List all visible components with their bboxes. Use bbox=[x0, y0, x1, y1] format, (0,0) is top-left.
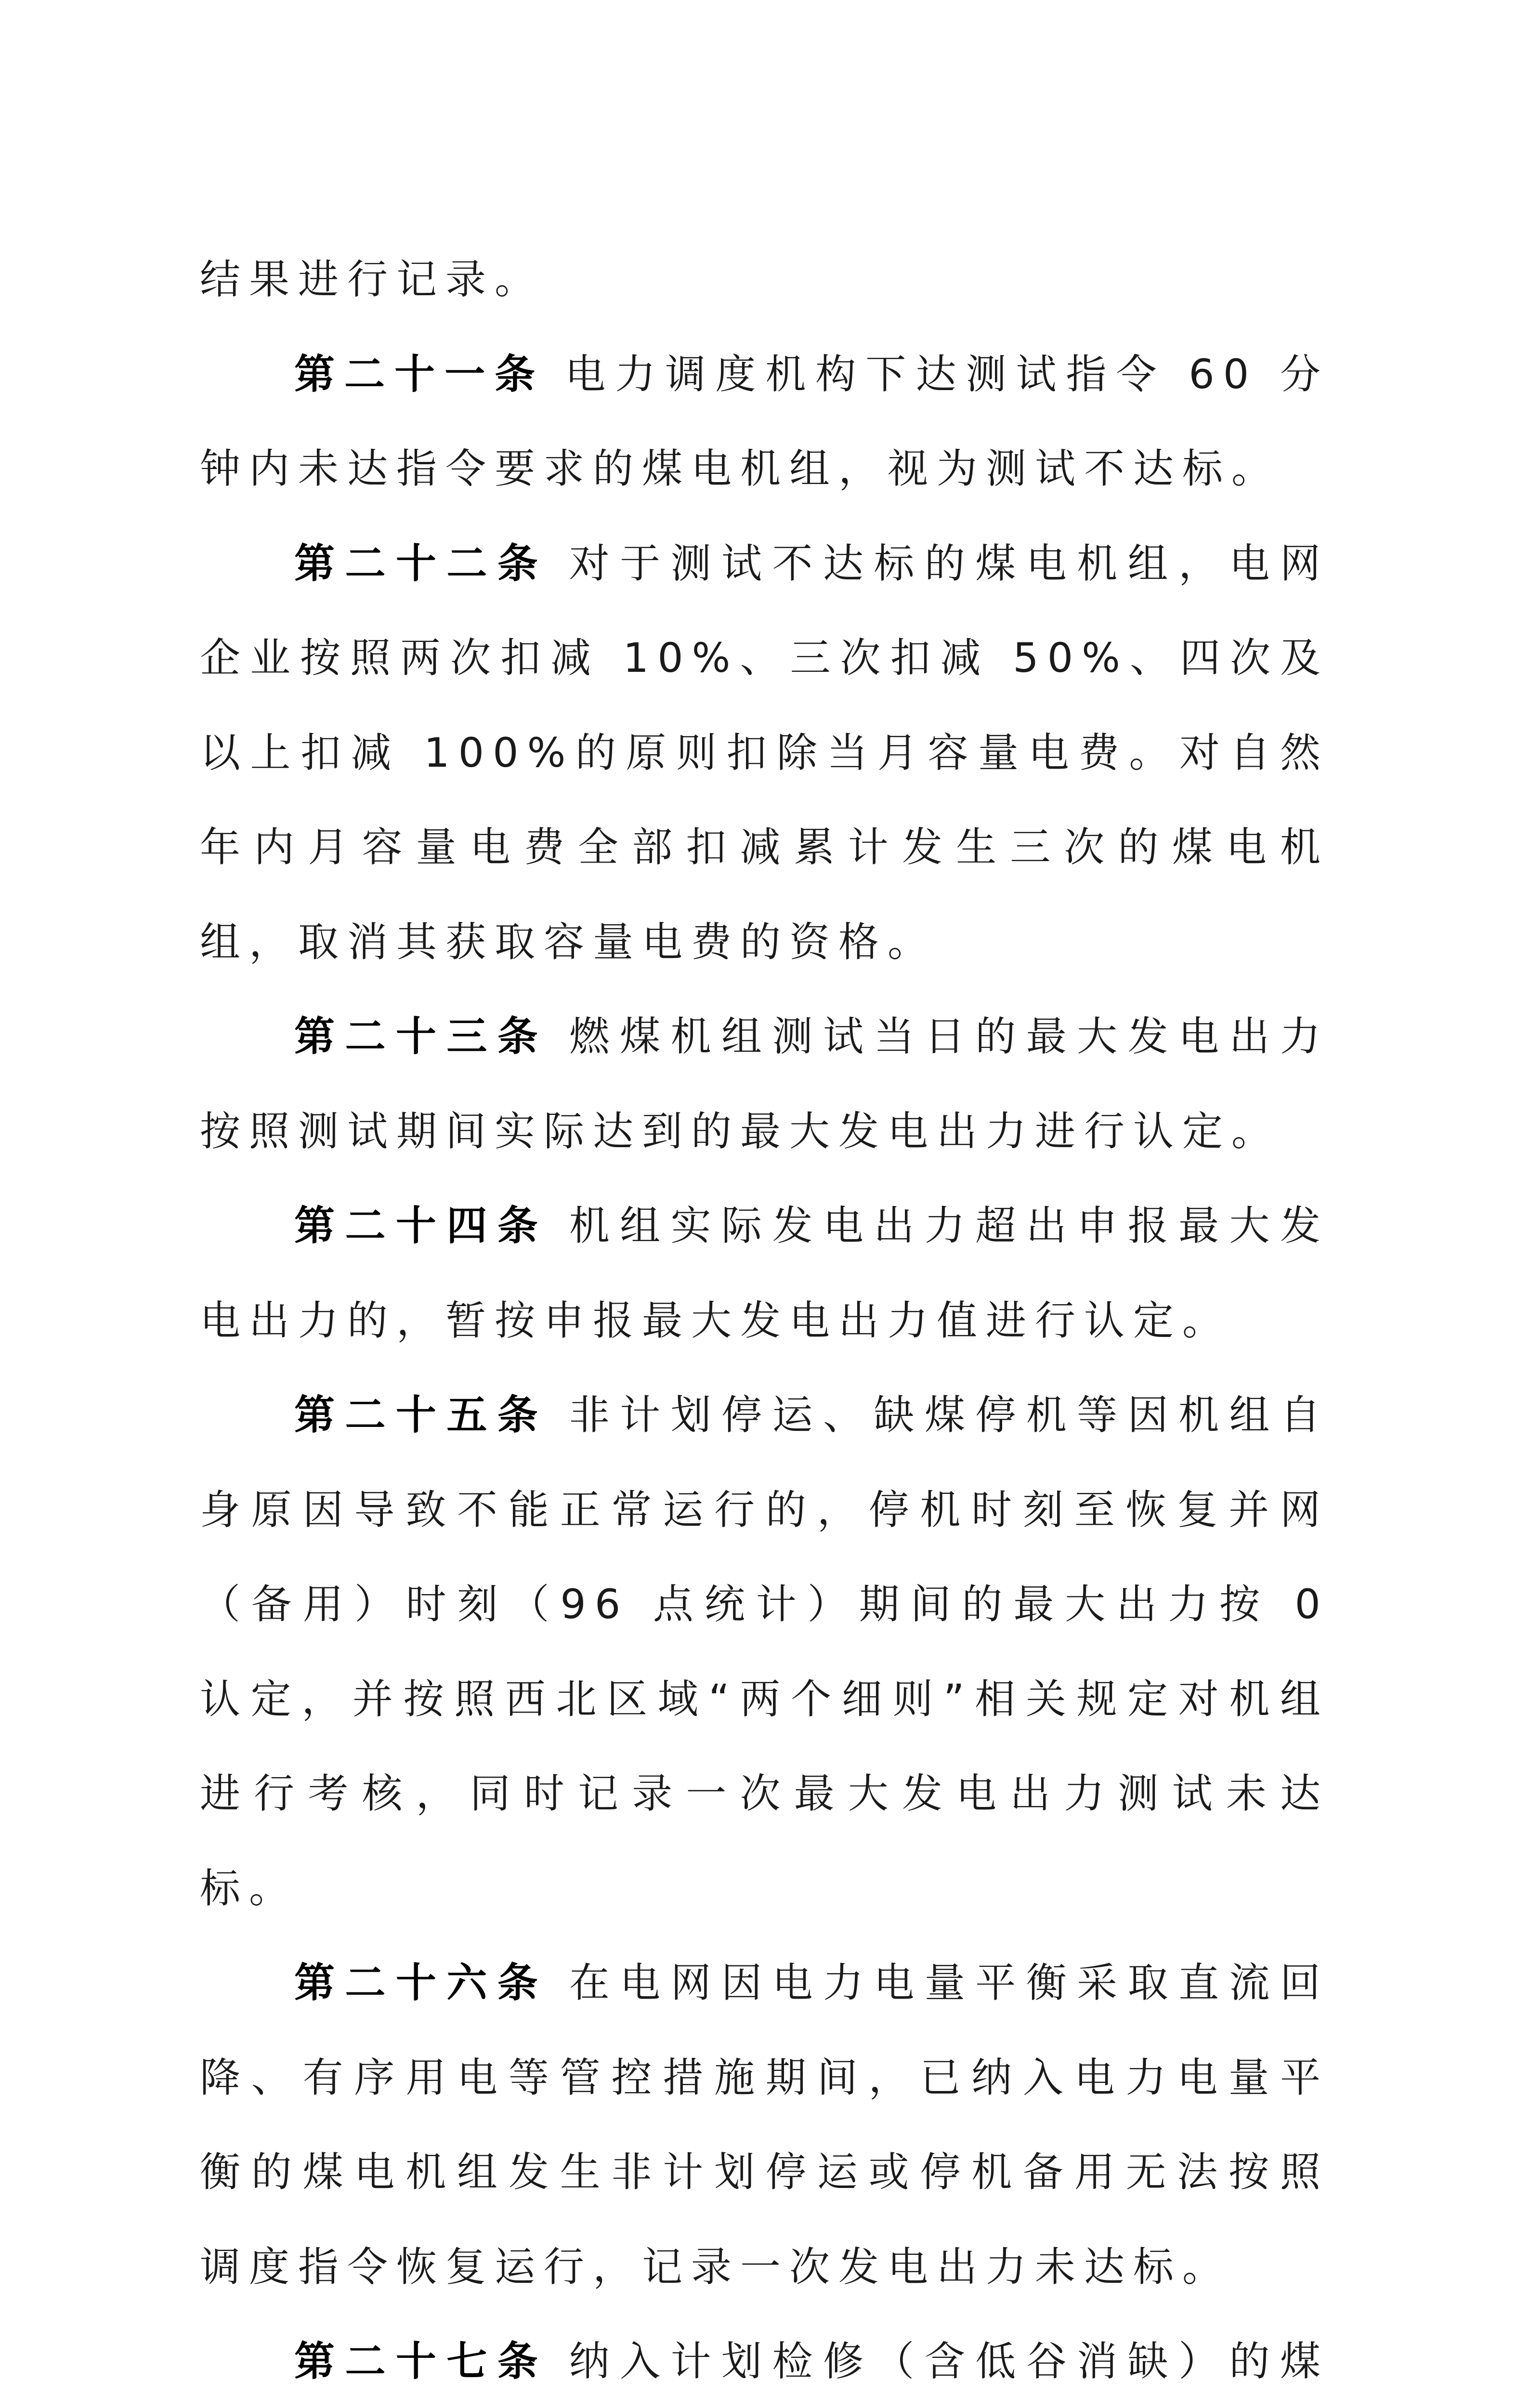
article-22 bbox=[200, 516, 1329, 990]
article-25 bbox=[200, 1368, 1329, 1936]
article-text: 非计划停运、缺煤停机等因机组自身原因导致不能正常运行的，停机时刻至恢复并网（备用）时刻（96 点统计）期间的最大出力按 0 认定，并按照西北区域“两个细则”相关规定对机组进行考核，同时记录一次最大发电出力测试未达标。 bbox=[200, 1391, 1329, 1912]
paragraph-continuation bbox=[200, 232, 1329, 327]
article-heading: 第二十五条 bbox=[294, 1391, 549, 1439]
article-21 bbox=[200, 327, 1329, 516]
article-23 bbox=[200, 989, 1329, 1178]
article-text: 机组实际发电出力超出申报最大发电出力的，暂按申报最大发电出力值进行认定。 bbox=[200, 1202, 1329, 1344]
article-text: 纳入计划检修（含低谷消缺）的煤 bbox=[567, 2338, 1329, 2385]
article-heading: 第二十一条 bbox=[294, 350, 545, 398]
article-text: 电力调度机构下达测试指令 60 分钟内未达指令要求的煤电机组，视为测试不达标。 bbox=[200, 350, 1329, 492]
article-heading: 第二十三条 bbox=[294, 1012, 549, 1060]
article-heading: 第二十七条 bbox=[294, 2337, 549, 2385]
article-heading: 第二十四条 bbox=[294, 1202, 549, 1249]
article-text: 在电网因电力电量平衡采取直流回降、有序用电等管控措施期间，已纳入电力电量平衡的煤电机组发生非计划停运或停机备用无法按照调度指令恢复运行，记录一次发电出力未达标。 bbox=[200, 1959, 1329, 2290]
article-heading: 第二十二条 bbox=[294, 539, 549, 587]
article-27 bbox=[200, 2314, 1329, 2408]
document-body bbox=[200, 232, 1329, 2408]
article-text: 对于测试不达标的煤电机组，电网企业按照两次扣减 10%、三次扣减 50%、四次及以上扣减 100%的原则扣除当月容量电费。对自然年内月容量电费全部扣减累计发生三次的煤电机组，取消其获取容量电费的资格。 bbox=[200, 539, 1329, 966]
article-heading: 第二十六条 bbox=[294, 1959, 549, 2006]
article-24 bbox=[200, 1178, 1329, 1368]
article-26 bbox=[200, 1936, 1329, 2314]
article-text: 燃煤机组测试当日的最大发电出力按照测试期间实际达到的最大发电出力进行认定。 bbox=[200, 1013, 1329, 1155]
paragraph-text: 结果进行记录。 bbox=[200, 256, 544, 303]
